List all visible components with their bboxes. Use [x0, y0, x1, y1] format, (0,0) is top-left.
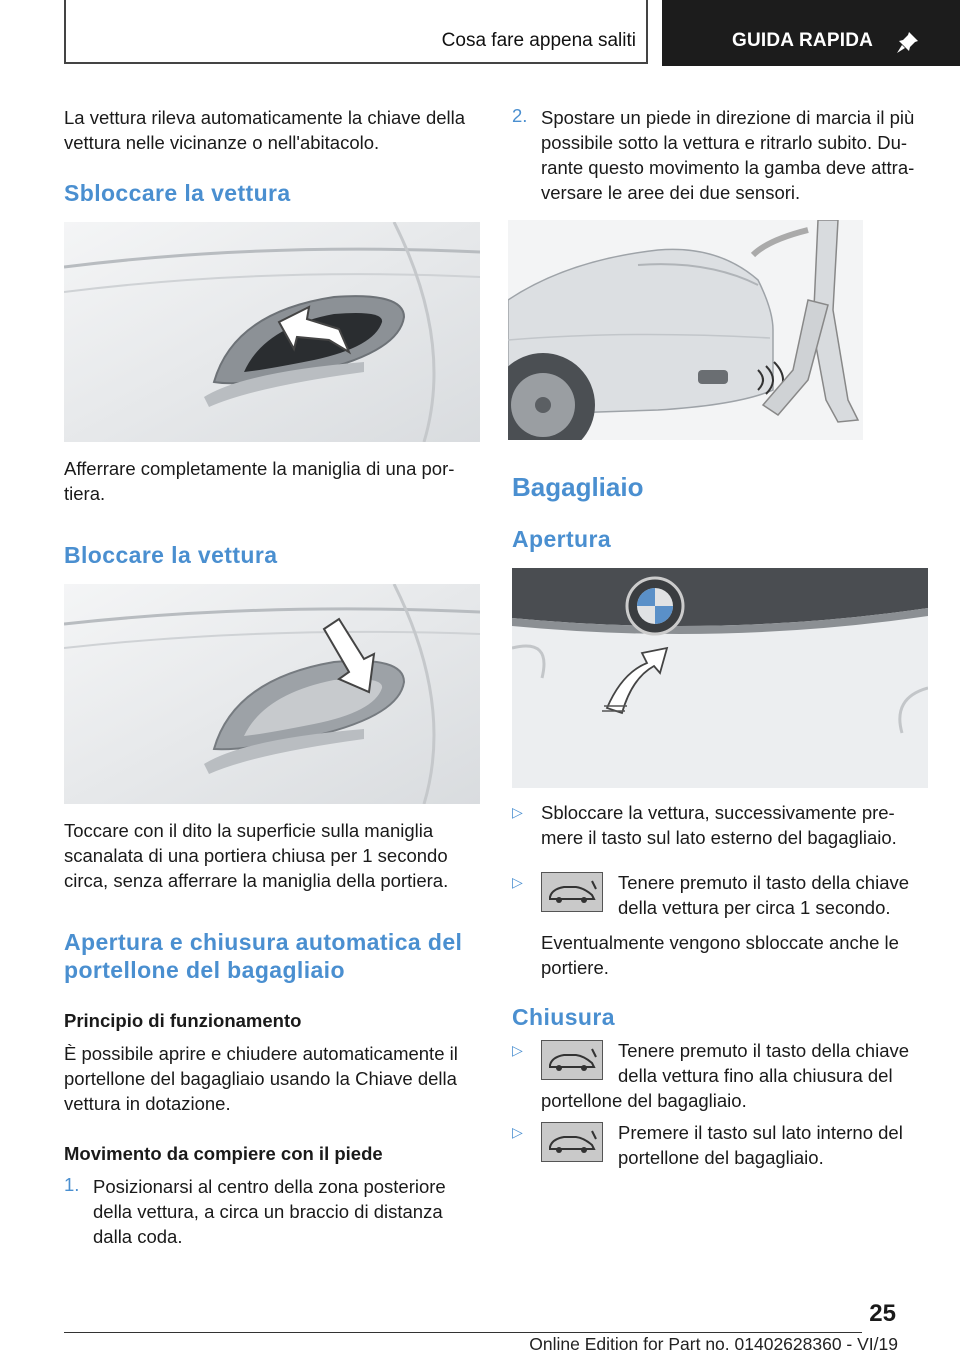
open-item-1-line: mere il tasto sul lato esterno del bagagliaio. — [541, 827, 897, 848]
trunk-button-image — [512, 568, 928, 788]
open-item-1 — [512, 800, 932, 850]
close-heading: Chiusura — [512, 1004, 615, 1030]
movement-heading: Movimento da compiere con il piede — [64, 1143, 383, 1164]
lock-text — [64, 818, 484, 893]
step-2-line: versare le aree dei due sensori. — [541, 182, 801, 203]
door-handle-lock-image — [64, 584, 480, 804]
door-handle-unlock-image — [64, 222, 480, 442]
lock-line: Toccare con il dito la superficie sulla maniglia — [64, 820, 434, 841]
close-item-2 — [512, 1120, 932, 1170]
lock-line: scanalata di una portiera chiusa per 1 secondo — [64, 845, 448, 866]
footer-edition: Online Edition for Part no. 01402628360 - VI/19 — [529, 1334, 898, 1354]
open-note-line: Eventualmente vengono sbloccate anche le — [541, 932, 899, 953]
close-item-1-line: Tenere premuto il tasto della chiave — [618, 1040, 910, 1061]
open-item-2 — [512, 870, 932, 980]
principle-line: È possibile aprire e chiudere automaticamente il — [64, 1043, 458, 1064]
intro-line: La vettura rileva automaticamente la chiave della — [64, 107, 466, 128]
step-2 — [512, 105, 932, 205]
principle-heading: Principio di funzionamento — [64, 1010, 302, 1031]
step-2-number: 2. — [512, 105, 528, 126]
close-item-1-line: della vettura fino alla chiusura del — [618, 1065, 893, 1086]
step-1-line: dalla coda. — [93, 1226, 183, 1247]
footer-divider — [64, 1332, 862, 1333]
principle-line: vettura in dotazione. — [64, 1093, 231, 1114]
tailgate-key-icon — [541, 1040, 603, 1080]
unlock-line: Afferrare completamente la maniglia di una por- — [64, 458, 455, 479]
step-2-line: possibile sotto la vettura e ritrarlo subito. Du- — [541, 132, 908, 153]
pin-icon — [896, 30, 920, 54]
open-item-1-line: Sbloccare la vettura, successivamente pre- — [541, 802, 895, 823]
bullet-arrow-icon: ▷ — [512, 804, 523, 820]
open-note-line: portiere. — [541, 957, 609, 978]
unlock-heading: Sbloccare la vettura — [64, 180, 291, 206]
header-chapter-title: GUIDA RAPIDA — [732, 30, 874, 51]
unlock-text — [64, 456, 484, 506]
foot-sensor-image — [508, 220, 863, 440]
step-1 — [64, 1174, 484, 1249]
auto-heading-line: Apertura e chiusura automatica del — [64, 929, 463, 955]
step-1-line: Posizionarsi al centro della zona posteriore — [93, 1176, 446, 1197]
header-section-title: Cosa fare appena saliti — [441, 30, 636, 51]
intro-paragraph — [64, 105, 484, 155]
bullet-arrow-icon: ▷ — [512, 1124, 523, 1140]
principle-line: portellone del bagagliaio usando la Chiave della — [64, 1068, 457, 1089]
auto-heading-line: portellone del bagagliaio — [64, 957, 345, 983]
step-1-line: della vettura, a circa un braccio di distanza — [93, 1201, 443, 1222]
trunk-heading: Bagagliaio — [512, 472, 644, 502]
principle-text — [64, 1041, 484, 1116]
header-chapter-box — [662, 0, 960, 66]
intro-line: vettura nelle vicinanze o nell'abitacolo. — [64, 132, 380, 153]
auto-tailgate-heading — [64, 928, 484, 984]
page-number: 25 — [869, 1300, 896, 1327]
header-section-box — [64, 0, 648, 64]
bullet-arrow-icon: ▷ — [512, 874, 523, 890]
tailgate-interior-button-icon — [541, 1122, 603, 1162]
close-item-2-line: portellone del bagagliaio. — [618, 1147, 824, 1168]
step-2-line: Spostare un piede in direzione di marcia il più — [541, 107, 915, 128]
step-2-line: rante questo movimento la gamba deve attra- — [541, 157, 915, 178]
lock-line: circa, senza afferrare la maniglia della portiera. — [64, 870, 449, 891]
step-1-number: 1. — [64, 1174, 80, 1195]
close-item-1-line: portellone del bagagliaio. — [541, 1090, 747, 1111]
tailgate-key-icon — [541, 872, 603, 912]
close-item-1 — [512, 1038, 932, 1113]
close-item-2-line: Premere il tasto sul lato interno del — [618, 1122, 903, 1143]
bullet-arrow-icon: ▷ — [512, 1042, 523, 1058]
lock-heading: Bloccare la vettura — [64, 542, 278, 568]
unlock-line: tiera. — [64, 483, 106, 504]
open-item-2-line: Tenere premuto il tasto della chiave — [618, 872, 910, 893]
open-item-2-line: della vettura per circa 1 secondo. — [618, 897, 891, 918]
open-heading: Apertura — [512, 526, 612, 552]
